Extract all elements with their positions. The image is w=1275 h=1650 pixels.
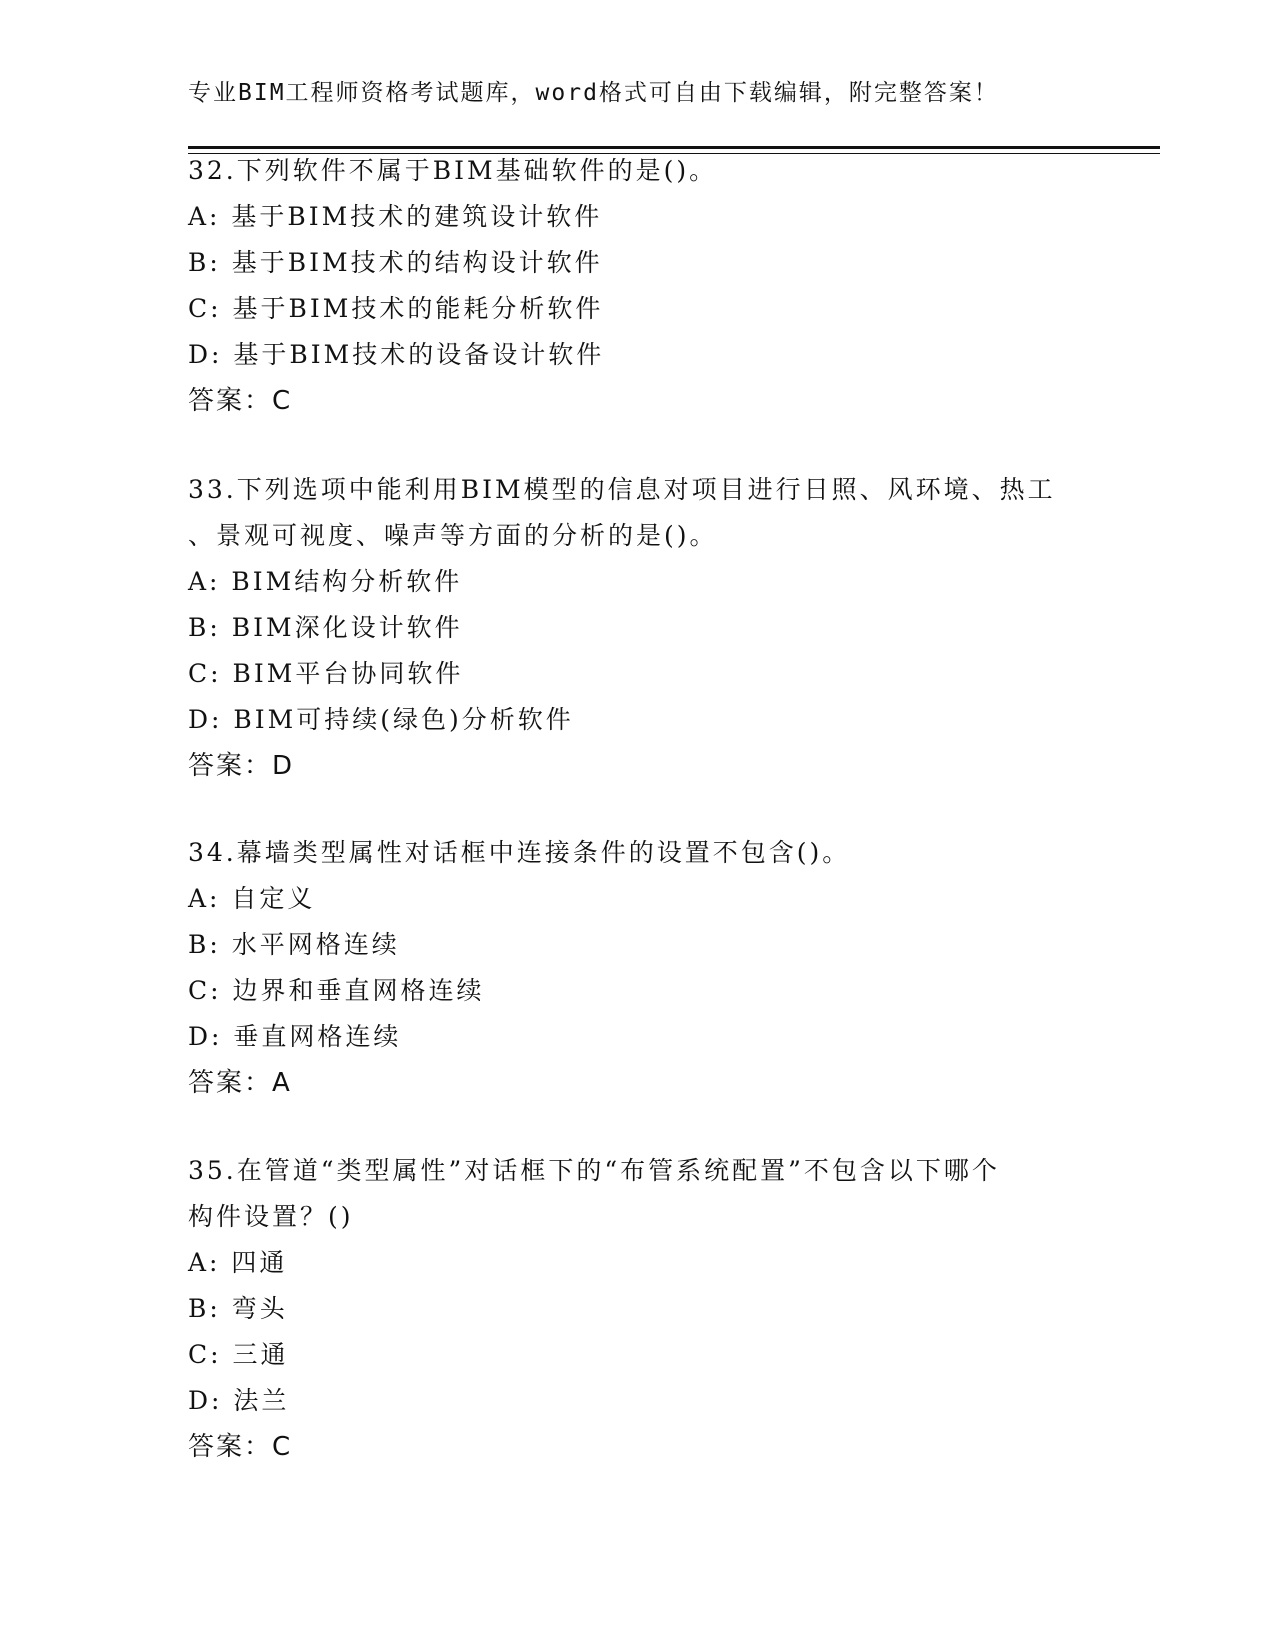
option-d: D: 法兰 xyxy=(188,1386,290,1415)
question-stem: 35.在管道“类型属性”对话框下的“布管系统配置”不包含以下哪个 xyxy=(188,1156,1000,1185)
question-stem-continued: 、景观可视度、噪声等方面的分析的是()。 xyxy=(188,521,718,550)
option-a: A: 四通 xyxy=(188,1248,288,1277)
header-note: 专业BIM工程师资格考试题库，word格式可自由下载编辑，附完整答案！ xyxy=(188,80,999,106)
question-stem-continued: 构件设置？() xyxy=(188,1202,354,1231)
option-b: B: 基于BIM技术的结构设计软件 xyxy=(188,248,603,277)
question-stem: 33.下列选项中能利用BIM模型的信息对项目进行日照、风环境、热工 xyxy=(188,475,1056,504)
option-a: A: 基于BIM技术的建筑设计软件 xyxy=(188,202,603,231)
option-b: B: 弯头 xyxy=(188,1294,288,1323)
answer: 答案：D xyxy=(188,751,295,781)
option-d: D: BIM可持续(绿色)分析软件 xyxy=(188,705,574,734)
option-b: B: BIM深化设计软件 xyxy=(188,613,463,642)
question-33 xyxy=(188,467,1108,789)
answer: 答案：C xyxy=(188,1432,293,1462)
option-a: A: 自定义 xyxy=(188,884,316,913)
option-c: C: BIM平台协同软件 xyxy=(188,659,464,688)
question-stem: 32.下列软件不属于BIM基础软件的是()。 xyxy=(188,156,718,185)
option-b: B: 水平网格连续 xyxy=(188,930,400,959)
option-c: C: 边界和垂直网格连续 xyxy=(188,976,485,1005)
question-34 xyxy=(188,830,1108,1106)
option-d: D: 垂直网格连续 xyxy=(188,1022,402,1051)
question-stem: 34.幕墙类型属性对话框中连接条件的设置不包含()。 xyxy=(188,838,851,867)
answer: 答案：C xyxy=(188,386,293,416)
answer: 答案：A xyxy=(188,1068,292,1098)
option-c: C: 基于BIM技术的能耗分析软件 xyxy=(188,294,604,323)
question-32 xyxy=(188,148,1108,424)
question-35 xyxy=(188,1148,1108,1470)
option-a: A: BIM结构分析软件 xyxy=(188,567,463,596)
option-c: C: 三通 xyxy=(188,1340,289,1369)
option-d: D: 基于BIM技术的设备设计软件 xyxy=(188,340,605,369)
